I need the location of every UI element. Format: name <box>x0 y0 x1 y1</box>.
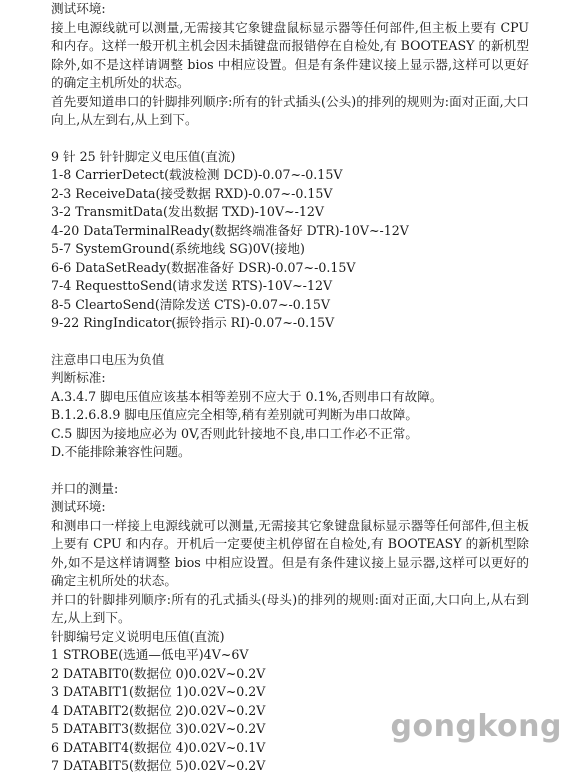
spacer <box>51 462 529 480</box>
serial-pins-title: 9 针 25 针针脚定义电压值(直流) <box>51 148 236 164</box>
criteria-heading: 判断标准: <box>51 370 106 385</box>
serial-pin-line: 4-20 DataTerminalReady(数据终端准备好 DTR)-10V~-12V <box>51 222 409 238</box>
criteria-item: D.不能排除兼容性问题。 <box>51 444 191 459</box>
serial-pin-line: 8-5 CleartoSend(清除发送 CTS)-0.07~-0.15V <box>51 296 330 312</box>
document-body <box>51 0 529 776</box>
criteria-item: B.1.2.6.8.9 脚电压值应完全相等,稍有差别就可判断为串口故障。 <box>51 407 418 422</box>
serial-pin-line: 7-4 RequesttoSend(请求发送 RTS)-10V~-12V <box>51 278 333 293</box>
serial-pin-line: 2-3 ReceiveData(接受数据 RXD)-0.07~-0.15V <box>51 185 333 201</box>
parallel-order-text: 并口的针脚排列顺序:所有的孔式插头(母头)的排列的规则:面对正面,大口向上,从右到左,从上到下。 <box>51 591 529 625</box>
serial-pin-line: 9-22 RingIndicator(振铃指示 RI)-0.07~-0.15V <box>51 315 335 330</box>
serial-pin-line: 5-7 SystemGround(系统地线 SG)0V(接地) <box>51 241 305 256</box>
parallel-heading: 并口的测量: <box>51 480 119 496</box>
serial-env-heading: 测试环境: <box>51 1 106 16</box>
parallel-pin-line: 2 DATABIT0(数据位 0)0.02V~0.2V <box>51 665 266 681</box>
serial-order-text: 首先要知道串口的针脚排列顺序:所有的针式插头(公头)的排列的规则为:面对正面,大口向上,从左到右,从上到下。 <box>51 93 529 127</box>
parallel-pin-line: 7 DATABIT5(数据位 5)0.02V~0.2V <box>51 758 266 773</box>
criteria-item: C.5 脚因为接地应必为 0V,否则此针接地不良,串口工作必不正常。 <box>51 425 418 441</box>
parallel-env-heading: 测试环境: <box>51 499 106 514</box>
serial-pin-line: 3-2 TransmitData(发出数据 TXD)-10V~-12V <box>51 204 324 219</box>
serial-env-text: 接上电源线就可以测量,无需接其它象键盘鼠标显示器等任何部件,但主板上要有 CPU 和内存。这样一般开机主机会因未插键盘而报错停在自检处,有 BOOTEASY 的新机型除外,如不是这样请调整 bios 中相应设置。但是有条件建议接上显示器,这样可以更好的确定主机所处的状态。 <box>51 19 529 90</box>
spacer <box>51 130 529 148</box>
serial-pin-line: 1-8 CarrierDetect(载波检测 DCD)-0.07~-0.15V <box>51 167 343 182</box>
parallel-pin-line: 1 STROBE(选通—低电平)4V~6V <box>51 647 249 662</box>
criteria-item: A.3.4.7 脚电压值应该基本相等差别不应大于 0.1%,否则串口有故障。 <box>51 388 443 404</box>
parallel-pin-line: 4 DATABIT2(数据位 2)0.02V~0.2V <box>51 702 266 718</box>
serial-voltage-note: 注意串口电压为负值 <box>51 351 165 367</box>
parallel-pin-line: 5 DATABIT3(数据位 3)0.02V~0.2V <box>51 721 266 736</box>
serial-pin-line: 6-6 DataSetReady(数据准备好 DSR)-0.07~-0.15V <box>51 259 356 275</box>
spacer <box>51 333 529 351</box>
parallel-pin-line: 6 DATABIT4(数据位 4)0.02V~0.1V <box>51 739 266 755</box>
gongkong-watermark: gongkong <box>390 709 562 744</box>
parallel-env-text: 和测串口一样接上电源线就可以测量,无需接其它象键盘鼠标显示器等任何部件,但主板上要有 CPU 和内存。开机后一定要使主机停留在自检处,有 BOOTEASY 的新机型除外,如不是这样请调整 bios 中相应设置。但是有条件建议接上显示器,这样可以更好的确定主机所处的状态。 <box>51 517 529 588</box>
parallel-pins-title: 针脚编号定义说明电压值(直流) <box>51 628 225 644</box>
parallel-pin-line: 3 DATABIT1(数据位 1)0.02V~0.2V <box>51 684 266 699</box>
